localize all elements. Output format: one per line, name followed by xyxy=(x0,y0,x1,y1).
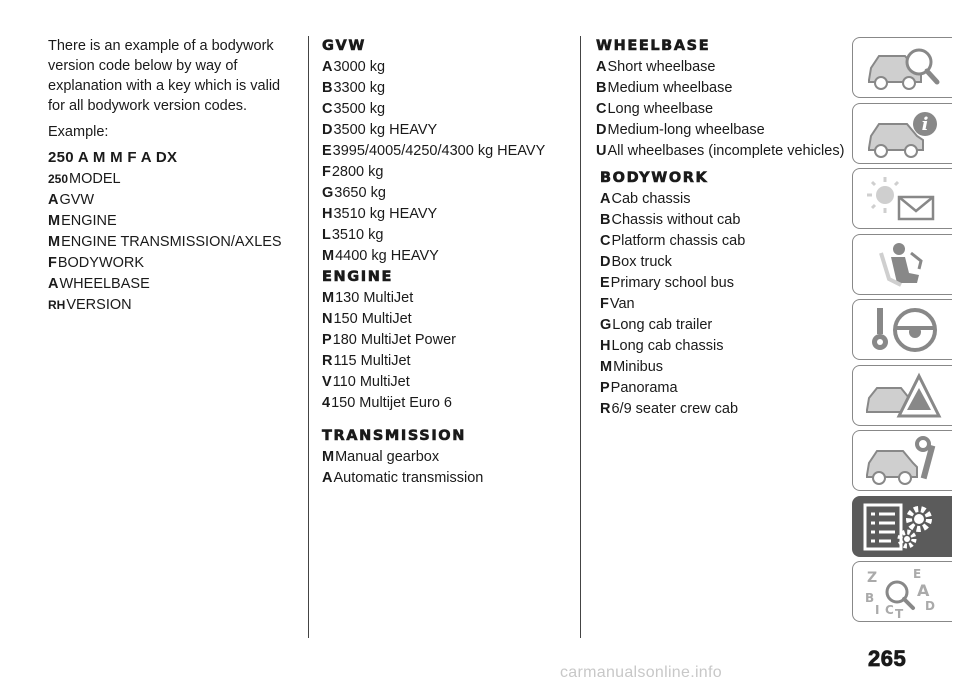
item-value: Short wheelbase xyxy=(607,59,716,75)
item-key: B xyxy=(600,212,611,228)
item-key: V xyxy=(322,374,332,390)
item-value: Minibus xyxy=(613,359,664,375)
intro-paragraph: There is an example of a bodywork version code below by way of explanation with a key which is valid for all bodywork version codes. xyxy=(48,38,281,114)
tab-warning-lights[interactable] xyxy=(852,168,952,229)
list-item xyxy=(48,190,296,211)
tab-car-info[interactable] xyxy=(852,103,952,164)
list-item xyxy=(322,120,568,141)
item-key: E xyxy=(322,143,332,159)
item-value: 150 MultiJet xyxy=(333,311,412,327)
car-maintenance-wrench-icon xyxy=(861,435,943,487)
item-value: 3500 kg xyxy=(333,101,386,117)
list-item xyxy=(48,274,296,295)
item-key: M xyxy=(322,449,335,465)
item-value: 3510 kg xyxy=(331,227,384,243)
item-key: L xyxy=(322,227,331,243)
item-key: 4 xyxy=(322,395,331,411)
list-item xyxy=(596,78,846,99)
item-value: Medium-long wheelbase xyxy=(607,122,765,138)
key-steering-wheel-icon xyxy=(861,304,943,356)
item-key: F xyxy=(322,164,331,180)
item-key: A xyxy=(322,470,333,486)
engine-list xyxy=(322,288,568,414)
item-value: Platform chassis cab xyxy=(611,233,746,249)
example-label: Example: xyxy=(48,124,109,140)
item-key: H xyxy=(600,338,611,354)
list-item xyxy=(600,336,846,357)
list-item xyxy=(596,99,846,120)
list-item xyxy=(322,183,568,204)
tab-letter: D xyxy=(925,599,935,613)
list-item xyxy=(600,189,846,210)
airbag-seat-icon xyxy=(861,239,943,291)
item-value: 6/9 seater crew cab xyxy=(611,401,739,417)
list-item xyxy=(322,309,568,330)
page-number: 265 xyxy=(868,646,907,671)
tab-letter: T xyxy=(895,607,904,618)
item-key: A xyxy=(48,276,59,292)
example-code: 250 A M M F A DX xyxy=(48,149,178,166)
item-key: G xyxy=(322,185,334,201)
car-info-icon xyxy=(861,108,943,160)
svg-text:i: i xyxy=(921,113,929,135)
item-value: Long cab trailer xyxy=(612,317,713,333)
list-item xyxy=(322,141,568,162)
item-key: R xyxy=(600,401,611,417)
list-item xyxy=(48,232,296,253)
item-key: A xyxy=(596,59,607,75)
item-value: Box truck xyxy=(611,254,672,270)
section-heading-transmission: TRANSMISSION xyxy=(322,428,466,444)
item-key: P xyxy=(322,332,332,348)
item-value: 3650 kg xyxy=(334,185,386,201)
item-value: MODEL xyxy=(69,171,121,187)
code-key-list xyxy=(48,169,296,316)
item-key: M xyxy=(322,248,335,264)
list-item xyxy=(322,246,568,267)
item-key: P xyxy=(600,380,610,396)
item-value: Primary school bus xyxy=(610,275,734,291)
item-key: 250 xyxy=(48,172,69,186)
list-item xyxy=(322,468,568,489)
item-value: ENGINE xyxy=(61,213,117,229)
list-item xyxy=(600,315,846,336)
item-key: B xyxy=(322,80,333,96)
item-value: Van xyxy=(609,296,635,312)
tab-safety[interactable] xyxy=(852,234,952,295)
item-key: R xyxy=(322,353,333,369)
item-key: D xyxy=(322,122,333,138)
list-item xyxy=(322,204,568,225)
list-item xyxy=(596,120,846,141)
tab-letter: B xyxy=(865,591,875,605)
list-item xyxy=(596,141,846,162)
item-value: 4400 kg HEAVY xyxy=(335,248,439,264)
item-key: D xyxy=(596,122,607,138)
list-item xyxy=(600,231,846,252)
list-item xyxy=(322,78,568,99)
item-value: Medium wheelbase xyxy=(607,80,733,96)
list-item xyxy=(600,399,846,420)
chapter-tabs xyxy=(852,37,960,627)
item-key: A xyxy=(600,191,611,207)
item-key: H xyxy=(322,206,333,222)
tab-emergency[interactable] xyxy=(852,365,952,426)
tab-letter: E xyxy=(913,567,922,581)
column-divider xyxy=(580,36,581,638)
item-value: WHEELBASE xyxy=(59,276,150,292)
tab-maintenance[interactable] xyxy=(852,430,952,491)
tab-index[interactable] xyxy=(852,561,952,622)
item-key: M xyxy=(322,290,335,306)
list-item xyxy=(596,57,846,78)
item-key: F xyxy=(600,296,609,312)
list-item xyxy=(48,253,296,274)
list-item xyxy=(48,295,296,316)
item-value: 180 MultiJet Power xyxy=(332,332,456,348)
item-value: 130 MultiJet xyxy=(335,290,414,306)
bodywork-list xyxy=(600,189,846,420)
item-value: 3500 kg HEAVY xyxy=(333,122,438,138)
list-item xyxy=(322,99,568,120)
item-value: Cab chassis xyxy=(611,191,691,207)
item-value: Panorama xyxy=(610,380,678,396)
item-key: U xyxy=(596,143,607,159)
list-item xyxy=(322,57,568,78)
tab-starting-driving[interactable] xyxy=(852,299,952,360)
transmission-list xyxy=(322,447,568,489)
list-item xyxy=(48,211,296,232)
list-item xyxy=(322,288,568,309)
item-value: 3995/4005/4250/4300 kg HEAVY xyxy=(332,143,546,159)
list-item xyxy=(600,357,846,378)
gvw-engine-column xyxy=(322,36,568,489)
item-value: ENGINE TRANSMISSION/AXLES xyxy=(61,234,282,250)
item-key: RH xyxy=(48,298,66,312)
gvw-list xyxy=(322,57,568,267)
wheelbase-list xyxy=(596,57,846,162)
list-item xyxy=(322,162,568,183)
item-key: N xyxy=(322,311,333,327)
item-value: Long wheelbase xyxy=(607,101,714,117)
warning-light-message-icon xyxy=(861,173,943,225)
list-item xyxy=(600,378,846,399)
item-value: 110 MultiJet xyxy=(332,374,410,390)
list-item xyxy=(600,294,846,315)
technical-data-gears-icon xyxy=(861,501,943,553)
wheelbase-bodywork-column xyxy=(596,36,846,420)
section-heading-gvw: GVW xyxy=(322,38,366,54)
item-value: VERSION xyxy=(66,297,132,313)
intro-column xyxy=(48,36,296,316)
section-heading-bodywork: BODYWORK xyxy=(600,170,709,186)
item-key: C xyxy=(600,233,611,249)
item-value: BODYWORK xyxy=(57,255,145,271)
item-value: GVW xyxy=(59,192,95,208)
list-item xyxy=(322,225,568,246)
item-key: A xyxy=(48,192,59,208)
list-item xyxy=(600,252,846,273)
emergency-warning-triangle-icon xyxy=(861,370,943,422)
item-value: 2800 kg xyxy=(331,164,384,180)
item-key: C xyxy=(322,101,333,117)
item-key: E xyxy=(600,275,610,291)
item-value: Chassis without cab xyxy=(611,212,741,228)
item-key: G xyxy=(600,317,612,333)
item-value: 3000 kg xyxy=(333,59,386,75)
item-value: 3300 kg xyxy=(333,80,386,96)
item-value: Manual gearbox xyxy=(335,449,440,465)
item-value: Automatic transmission xyxy=(333,470,484,486)
list-item xyxy=(322,351,568,372)
section-heading-engine: ENGINE xyxy=(322,269,393,285)
tab-car-search[interactable] xyxy=(852,37,952,98)
item-key: M xyxy=(48,234,61,250)
tab-letter: Z xyxy=(867,570,878,586)
tab-letter: I xyxy=(875,603,880,617)
item-value: All wheelbases (incomplete vehicles) xyxy=(607,143,845,159)
section-heading-wheelbase: WHEELBASE xyxy=(596,38,711,54)
item-key: A xyxy=(322,59,333,75)
list-item xyxy=(322,330,568,351)
item-key: B xyxy=(596,80,607,96)
tab-letter: C xyxy=(885,603,894,617)
item-key: F xyxy=(48,255,57,271)
tab-letter: A xyxy=(917,581,930,600)
item-value: 150 Multijet Euro 6 xyxy=(331,395,452,411)
alphabetical-index-icon xyxy=(861,566,943,618)
item-key: C xyxy=(596,101,607,117)
item-key: M xyxy=(600,359,613,375)
footer-watermark: carmanualsonline.info xyxy=(560,664,722,681)
item-key: M xyxy=(48,213,61,229)
list-item xyxy=(322,393,568,414)
list-item xyxy=(48,169,296,190)
item-value: Long cab chassis xyxy=(611,338,724,354)
item-value: 3510 kg HEAVY xyxy=(333,206,438,222)
list-item xyxy=(322,447,568,468)
tab-technical-data[interactable] xyxy=(852,496,952,557)
car-search-icon xyxy=(861,42,943,94)
list-item xyxy=(600,273,846,294)
item-value: 115 MultiJet xyxy=(333,353,411,369)
item-key: D xyxy=(600,254,611,270)
list-item xyxy=(600,210,846,231)
list-item xyxy=(322,372,568,393)
column-divider xyxy=(308,36,309,638)
